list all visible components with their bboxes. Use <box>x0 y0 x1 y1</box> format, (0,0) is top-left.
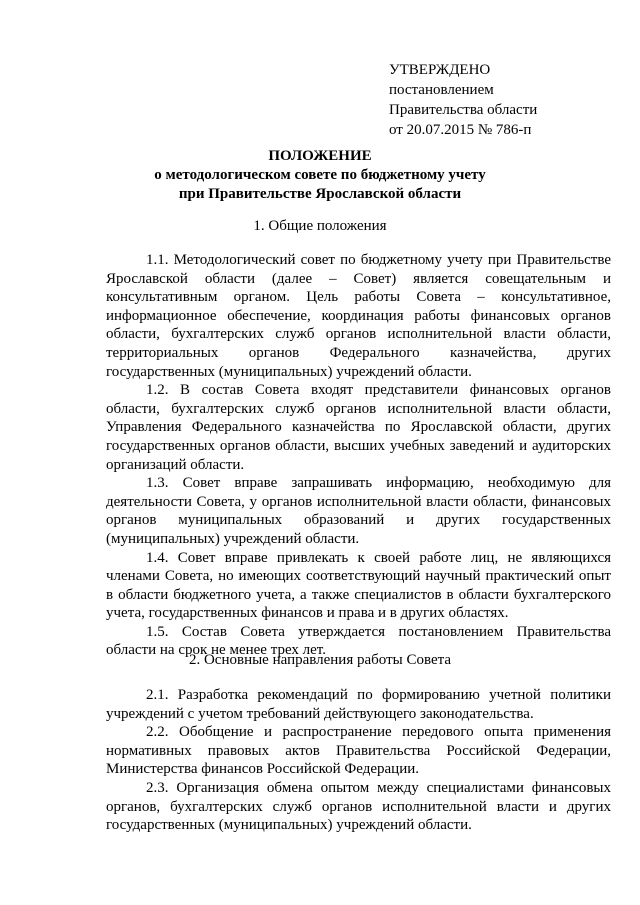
approval-line-government: Правительства области <box>389 102 538 118</box>
approval-line-approved: УТВЕРЖДЕНО <box>389 62 491 78</box>
paragraph-1-3: 1.3. Совет вправе запрашивать информацию, необходимую для деятельности Совета, у органов исполнительной власти области, финансовых органов муниципальных образований и других государственных (муниципальных) учреждений области. <box>106 475 611 547</box>
section-2-heading: 2. Основные направления работы Совета <box>188 652 452 668</box>
title-line-3: при Правительстве Ярославской области <box>178 186 462 202</box>
title-line-1: ПОЛОЖЕНИЕ <box>268 148 372 164</box>
approval-line-resolution: постановлением <box>389 82 494 98</box>
paragraph-1-2: 1.2. В состав Совета входят представители финансовых органов области, бухгалтерских служб органов исполнительной власти области, Управления Федерального казначейства по Ярославской области, других государственных органов области, высших учебных заведений и аудиторских организаций области. <box>106 382 611 473</box>
paragraph-2-3: 2.3. Организация обмена опытом между специалистами финансовых органов, бухгалтерских служб органов исполнительной власти и других государственных (муниципальных) учреждений области. <box>106 779 611 834</box>
section-1-body <box>106 251 611 660</box>
section-2-body <box>106 686 611 835</box>
document-title <box>100 147 540 204</box>
approval-stamp <box>389 60 537 140</box>
paragraph-1-1: 1.1. Методологический совет по бюджетному учету при Правительстве Ярославской области (далее – Совет) является совещательным и консультативным органом. Цель работы Совета – консультативное, информационное обеспечение, координация работы финансовых органов области, бухгалтерских служб органов исполнительной власти области, территориальных органов Федерального казначейства, других государственных (муниципальных) учреждений области. <box>106 252 611 380</box>
paragraph-2-1: 2.1. Разработка рекомендаций по формированию учетной политики учреждений с учетом требований действующего законодательства. <box>106 687 611 722</box>
section-1-heading: 1. Общие положения <box>253 218 387 234</box>
paragraph-1-5: 1.5. Состав Совета утверждается постановлением Правительства области на срок не менее трех лет. <box>106 623 611 659</box>
paragraph-1-4: 1.4. Совет вправе привлекать к своей работе лиц, не являющихся членами Совета, но имеющих соответствующий научный практический опыт в области бюджетного учета, а также специалистов в области бухгалтерского учета, государственных финансов и права и в других областях. <box>106 549 611 622</box>
approval-line-date-number: от 20.07.2015 № 786-п <box>389 122 532 138</box>
paragraph-2-2: 2.2. Обобщение и распространение передового опыта применения нормативных правовых актов Правительства Российской Федерации, Министерства финансов Российской Федерации. <box>106 724 611 778</box>
title-line-2: о методологическом совете по бюджетному учету <box>154 167 486 183</box>
